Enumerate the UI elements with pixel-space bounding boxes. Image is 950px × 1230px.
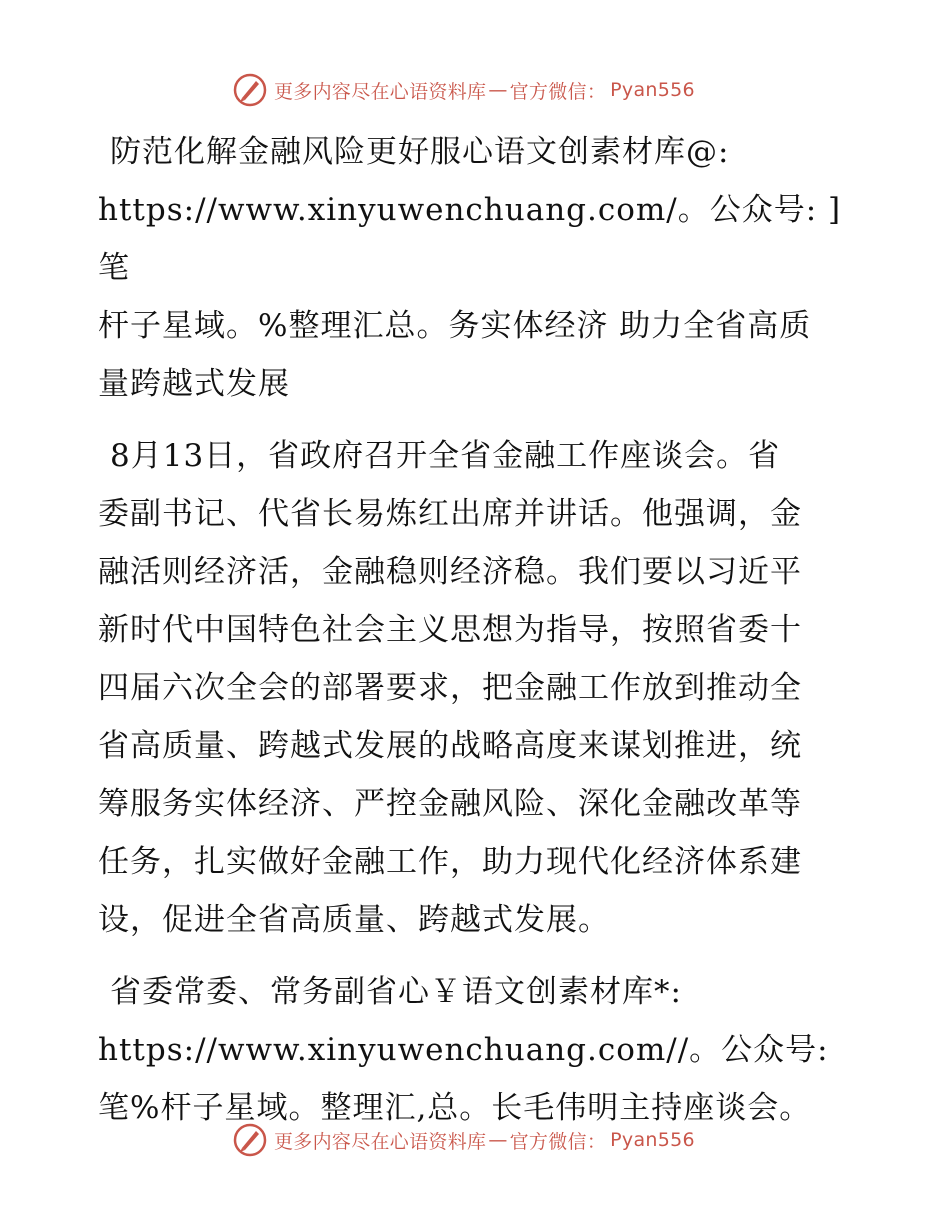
paragraph-line: 量跨越式发展 (98, 366, 290, 402)
watermark-main-text: 更多内容尽在心语资料库 (274, 80, 487, 103)
paragraph-line: https://www.xinyuwenchuang.com//。公众号: (98, 1032, 829, 1068)
paragraph-line: 笔%杆子星域。整理汇,总。长毛伟明主持座谈会。 (98, 1090, 812, 1126)
paragraph-line: 设，促进全省高质量、跨越式发展。 (98, 902, 610, 938)
watermark-wechat-id: Pyan556 (610, 1129, 695, 1151)
watermark-dash: — (488, 1129, 508, 1151)
paragraph-line: 杆子星域。%整理汇总。务实体经济 助力全省高质 (98, 308, 812, 344)
paragraph-line: 任务，扎实做好金融工作，助力现代化经济体系建 (98, 844, 802, 880)
watermark-main-text: 更多内容尽在心语资料库 (274, 1130, 487, 1153)
paragraph-line: 委副书记、代省长易炼红出席并讲话。他强调，金 (98, 496, 802, 532)
paragraph-line: https://www.xinyuwenchuang.com/。公众号: ]笔 (98, 192, 842, 286)
watermark-wechat-label: 官方微信： (509, 1130, 607, 1153)
paragraph-line: 省高质量、跨越式发展的战略高度来谋划推进，统 (98, 728, 802, 764)
header-watermark (232, 70, 695, 110)
paragraph-line: 融活则经济活，金融稳则经济稳。我们要以习近平 (98, 554, 802, 590)
paragraph-3 (98, 963, 858, 1137)
paragraph-1 (98, 123, 858, 413)
watermark-wechat-id: Pyan556 (610, 79, 695, 101)
watermark-wechat-label: 官方微信： (509, 80, 607, 103)
footer-watermark (232, 1120, 695, 1160)
document-body (98, 123, 858, 1137)
quill-pen-icon (232, 1122, 268, 1158)
paragraph-line: 四届六次全会的部署要求，把金融工作放到推动全 (98, 670, 802, 706)
watermark-dash: — (488, 79, 508, 101)
quill-pen-icon (232, 72, 268, 108)
paragraph-2 (98, 427, 858, 949)
paragraph-line: 筹服务实体经济、严控金融风险、深化金融改革等 (98, 786, 802, 822)
paragraph-line: 新时代中国特色社会主义思想为指导，按照省委十 (98, 612, 802, 648)
paragraph-line: 8月13日，省政府召开全省金融工作座谈会。省 (110, 438, 781, 474)
paragraph-line: 防范化解金融风险更好服心语文创素材库@: (110, 134, 730, 170)
paragraph-line: 省委常委、常务副省心￥语文创素材库*: (110, 974, 682, 1010)
